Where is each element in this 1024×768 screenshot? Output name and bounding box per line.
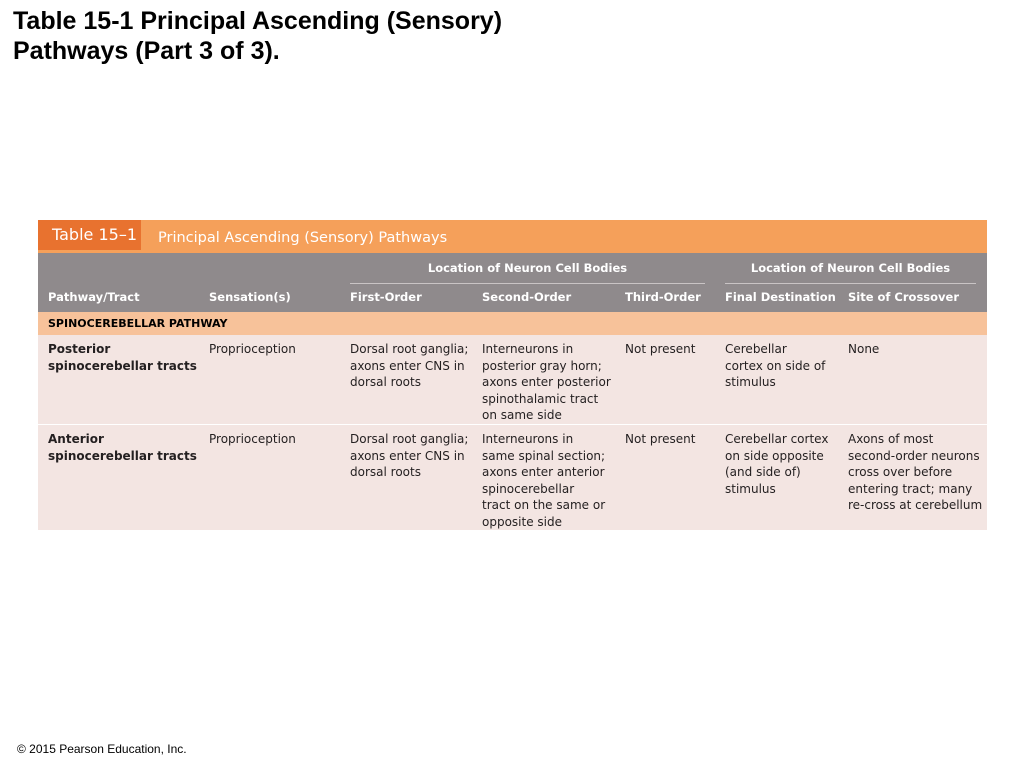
- cell-line: axons enter CNS in: [350, 358, 465, 373]
- cell-line: spinocerebellar tracts: [48, 358, 197, 373]
- cell-line: second-order neurons: [848, 448, 980, 463]
- cell-line: spinothalamic tract: [482, 391, 599, 406]
- column-header-first-order: First-Order: [350, 290, 422, 304]
- cell-line: axons enter CNS in: [350, 448, 465, 463]
- column-header-second-order: Second-Order: [482, 290, 572, 304]
- group-header-cell-bodies-1: Location of Neuron Cell Bodies: [350, 253, 705, 284]
- cell-line: entering tract; many: [848, 481, 973, 496]
- cell-line: re-cross at cerebellum: [848, 498, 983, 512]
- cell-line: Axons of most: [848, 432, 934, 446]
- slide-title-line-1: Table 15-1 Principal Ascending (Sensory): [13, 7, 503, 35]
- cell-line: same spinal section;: [482, 448, 606, 463]
- cell-line: Interneurons in: [482, 342, 574, 356]
- group-header-cell-bodies-2: Location of Neuron Cell Bodies: [725, 253, 976, 284]
- table-number: Table 15–1: [38, 220, 141, 250]
- slide-title-line-2: Pathways (Part 3 of 3).: [13, 37, 280, 65]
- cell-line: dorsal roots: [350, 465, 421, 479]
- cell-line: posterior gray horn;: [482, 358, 602, 373]
- cell-first-order: [350, 341, 468, 391]
- cell-line: Proprioception: [209, 342, 296, 356]
- table-row-posterior: [38, 335, 987, 424]
- cell-line: Posterior: [48, 342, 111, 356]
- cell-line: spinocerebellar tracts: [48, 448, 197, 463]
- table-header-bar: [38, 220, 987, 253]
- cell-line: on same side: [482, 408, 562, 422]
- cell-line: None: [848, 342, 880, 356]
- cell-third-order: [625, 341, 695, 358]
- column-header-band: [38, 253, 987, 312]
- cell-pathway: [48, 431, 197, 464]
- cell-pathway: [48, 341, 197, 374]
- cell-line: cross over before: [848, 465, 953, 479]
- cell-line: Proprioception: [209, 432, 296, 446]
- cell-second-order: [482, 341, 611, 424]
- cell-sensation: [209, 341, 296, 358]
- cell-line: dorsal roots: [350, 375, 421, 389]
- cell-line: Interneurons in: [482, 432, 574, 446]
- cell-line: Not present: [625, 432, 696, 446]
- cell-sensation: [209, 431, 296, 448]
- cell-line: axons enter posterior: [482, 375, 611, 389]
- cell-line: Dorsal root ganglia;: [350, 432, 469, 446]
- table-caption: Principal Ascending (Sensory) Pathways: [158, 230, 448, 246]
- cell-line: stimulus: [725, 375, 776, 389]
- cell-line: cortex on side of: [725, 358, 826, 373]
- cell-line: opposite side: [482, 514, 562, 529]
- cell-line: Dorsal root ganglia;: [350, 342, 469, 356]
- cell-crossover: [848, 431, 982, 514]
- cell-line: (and side of): [725, 465, 801, 479]
- cell-line: on side opposite: [725, 448, 824, 463]
- cell-line: spinocerebellar: [482, 481, 575, 496]
- cell-third-order: [625, 431, 695, 448]
- cell-line: Cerebellar cortex: [725, 432, 829, 446]
- column-header-final-destination: Final Destination: [725, 290, 836, 304]
- column-header-pathway: Pathway/Tract: [48, 290, 140, 304]
- cell-line: Anterior: [48, 432, 104, 446]
- slide-title: [13, 6, 613, 66]
- cell-line: axons enter anterior: [482, 465, 605, 479]
- cell-second-order: [482, 431, 605, 530]
- cell-line: Not present: [625, 342, 696, 356]
- cell-line: Cerebellar: [725, 342, 787, 356]
- cell-line: tract on the same or: [482, 498, 606, 512]
- section-heading: SPINOCEREBELLAR PATHWAY: [38, 312, 987, 335]
- cell-final-destination: [725, 341, 825, 391]
- column-header-sensation: Sensation(s): [209, 290, 291, 304]
- cell-line: stimulus: [725, 481, 776, 496]
- pathways-table: [38, 220, 987, 530]
- table-row-anterior: [38, 424, 987, 530]
- column-header-third-order: Third-Order: [625, 290, 701, 304]
- cell-final-destination: [725, 431, 828, 497]
- column-header-crossover: Site of Crossover: [848, 290, 960, 304]
- copyright-footer: © 2015 Pearson Education, Inc.: [17, 742, 187, 756]
- cell-crossover: [848, 341, 879, 358]
- cell-first-order: [350, 431, 468, 481]
